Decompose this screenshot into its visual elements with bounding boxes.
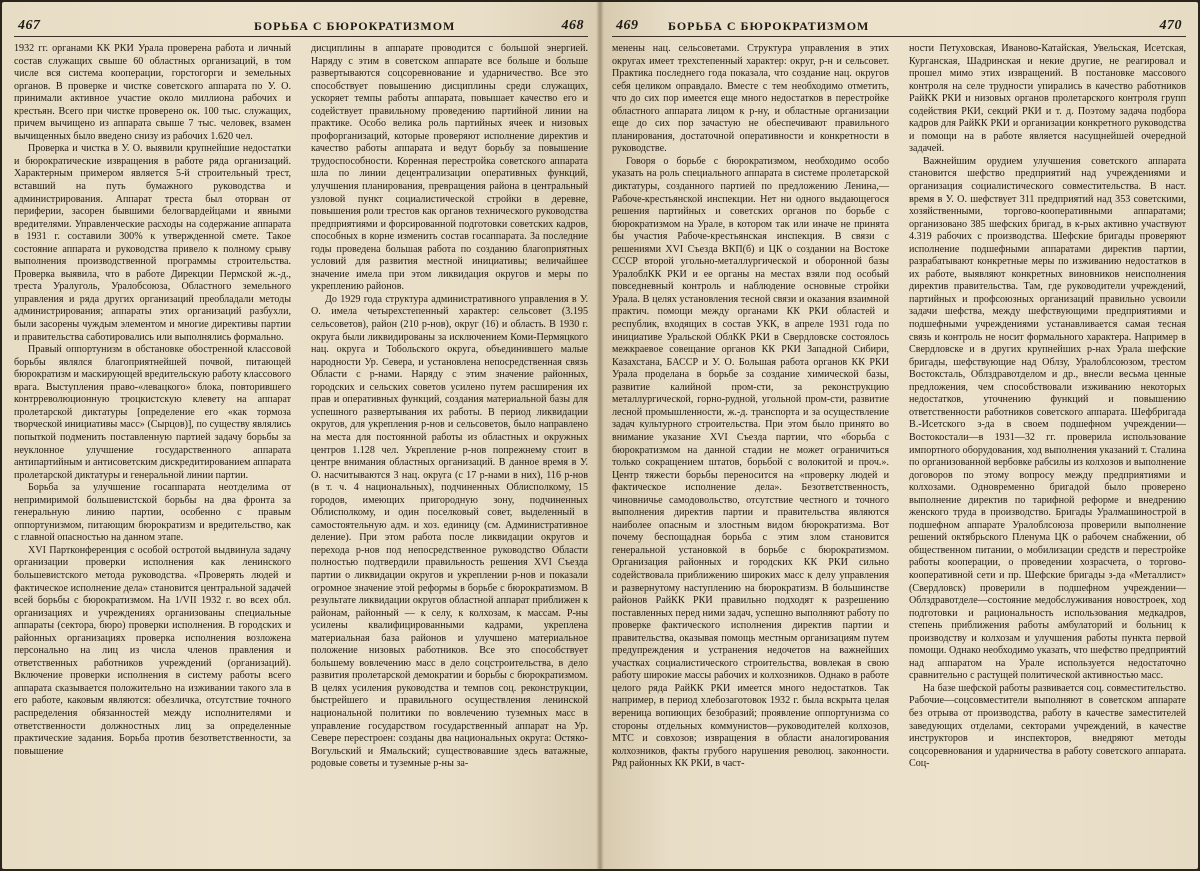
- page-number-469: 469: [616, 18, 639, 33]
- left-page-header: [14, 16, 588, 37]
- paragraph: ности Петуховская, Иваново-Катайская, Увельская, Исетская, Курганская, Шадринская и некие другие, не реагировал и прошел мимо этих извращений. В постановке массового контроля на селе трудности упирались в качество работников РайКК РКИ и низовых органов пролетарского контроля групп содействия РКИ, секций РКИ и т. д. Поэтому задача подбора кадров для РайКК РКИ и организации конкретного руководства и помощи на в работе является насущнейшей очередной задачей.: [909, 43, 1186, 155]
- page-number-470: 470: [1159, 18, 1182, 33]
- left-page: [2, 2, 600, 869]
- column-467: [14, 43, 291, 863]
- right-page-header: [612, 16, 1186, 37]
- paragraph: 1932 гг. органами КК РКИ Урала проверена работа и личный состав служащих свыше 60 областных организаций, в том числе вся система кооперации, горстогорги и земельных органов. В проверке и чистке советского аппарата по У. О. принимали активное участие около миллиона рабочих и крестьян. Всего при чистке проверено ок. 100 тыс. служащих, причем вычищено из аппарата свыше 7 тыс. человек, взамен вычищенных было введено снизу из рабочих 1.620 чел.: [14, 43, 291, 142]
- column-470: [909, 43, 1186, 863]
- page-number-468: 468: [561, 18, 584, 33]
- paragraph: До 1929 года структура административного управления в У. О. имела четырехстепенный характер: сельсовет (3.195 сельсоветов), район (210 р-нов), округ (16) и область. В 1930 г. округа были ликвидированы за исключением Коми-Пермяцкого нац. округа и Тобольского округа, объединившего малые народности Ур. Севера, и установлена непосредственная связь Области с р-нами. Наряду с этим значение районных, городских и сельских советов усилено путем расширения их прав и оперативных функций, создания материальной базы для успешного развертывания их работы. В период ликвидации округов, для укрепления р-нов и сельсоветов, было направлено на места для постоянной работы из областных и окружных центров 1.128 чел. Укрепление р-нов попрежнему стоит в центре внимания областных организаций. В данное время в У. О. насчитываются 3 нац. округа (с 17 р-нами в них), 116 р-нов (в т. ч. 4 национальных), подчиненных Облисполкому, 15 городов, имеющих пригородную зону, подчиненных Облисполкому, и один поселковый совет, выделенный в самостоятельную адм. и хоз. единицу (см. Административное деление). При этом работа после ликвидации округов и перехода р-нов под непосредственное руководство Области полностью подтвердили правильность решения XVI Съезда партии о ликвидации округов и укреплении р-нов и показали огромное значение этой реформы в борьбе с бюрократизмом. В результате ликвидации округов областной аппарат приближен к районам, районный — к селу, к колхозам, к массам. Р-ны усилены квалифицированными кадрами, укреплена материальная база районов и улучшено материальное положение низовых работников. Все это способствует большему вовлечению масс в дело соцстроительства, в дело развития пролетарской демократии и борьбы с бюрократизмом. В целях усиления руководства и темпов соц. реконструкции, быстрейшего и правильного осуществления ленинской национальной политики по вовлечению туземных масс в управление государством государственный аппарат на Ур. Севере перестроен: созданы два национальных округа: Остяко-Вогульский и Ямальский; существовавшие здесь ватажные, родовые советы и туземные р-ны за-: [311, 293, 588, 770]
- paragraph: Правый оппортунизм в обстановке обостренной классовой борьбы являлся благоприятнейшей почвой, питающей бюрократизм и маскирующей вредительскую работу классового врага. Выступления право-«левацкого» блока, повторившего контрреволюционную троцкистскую клевету на аппарат пролетарской диктатуры [определение его «как тормоза творческой инициативы масс» (Сырцов)], по существу являлись попыткой подменить поставленную партией задачу борьбы за неуклонное улучшение государственного аппарата антипартийным и антисоветским дискредитированием аппарата пролетарской диктатуры и генеральной линии партии.: [14, 344, 291, 481]
- running-title: БОРЬБА С БЮРОКРАТИЗМОМ: [668, 19, 870, 33]
- paragraph: XVI Партконференция с особой остротой выдвинула задачу организации проверки исполнения как ленинского большевистского метода руководства. «Проверять людей и фактическое исполнение дела» становится центральной задачей всей борьбы с бюрократизмом. На 1/VII 1932 г. во всех обл. организациях и учреждениях организованы специальные аппараты (сектора, бюро) проверки исполнения. В городских и районных организациях проверка исполнения возложена персонально на лиц из числа членов правления и ответственных работников учреждений (организаций). Включение проверки исполнения в систему работы всего аппарата сказывается положительно на изживании такого зла в его работе, каковым являются: обезличка, отсутствие точного распределения обязанностей между исполнителями и ответственности должностных лиц за определенные практические задания. Борьба против безответственности, за повышение: [14, 544, 291, 757]
- column-468: [311, 43, 588, 863]
- paragraph: Говоря о борьбе с бюрократизмом, необходимо особо указать на роль специального аппарата в системе пролетарской диктатуры, созданного партией по предложению Ленина,— Рабоче-крестьянской инспекции. Нет ни одного выдающегося решения партийных и советских органов по борьбе с бюрократизмом на Урале, в котором так или иначе не принята бы участия Рабоче-крестьянская инспекция. В связи с решениями XVI Съезда ВКП(б) и ЦК о создании на Востоке СССР второй угольно-металлургической и оборонной базы УралоблКК РКИ и ее органы на местах взяли под особый повседневный контроль и наблюдение основные стройки Урала. В целях установления тесной связи и оказания взаимной практич. помощи между органами КК РКИ областей и республик, входящих в состав УКК, в апреле 1931 года по инициативе Уральской ОблКК РКИ в Свердловске состоялось межкраевое совещание органов КК РКИ Западной Сибири, Казахстана, БАССР и У. О. Большая работа органов КК РКИ Урала проделана в борьбе за создание химической базы, развитие калийной пром-сти, за реконструкцию металлургической, горно-рудной, угольной пром-сти, развитие лесной промышленности, ж.-д. транспорта и за осуществление задач культурного строительства. При этом было принято во внимание указание XVI Съезда партии, что «борьба с бюрократизмом на данной стадии не может ограничиться только сокращением штатов, борьбой с волокитой и проч.». Центр тяжести борьбы переносится на «проверку людей и фактическое исполнение дела». Безответственность, чиновничье самодовольство, отсутствие честного и точного выполнения директив партии и правительства являются наиболее опасным и злостным видом бюрократизма. Вот почему беспощадная борьба с этим злом становится генеральной установкой в борьбе с бюрократизмом. Организация районных и городских КК РКИ сильно содействовала приближению широких масс к делу управления и развернутому наступлению на бюрократизм. В большинстве районов РайКК РКИ правильно подходят к разрешению поставленных перед ними задач, успешно выполняют работу по проверке фактического исполнения директив партии и правительства, оказывая помощь местным организациям путем предупреждения и устранения недочетов на важнейших участках социалистического строительства, вовлекая в свою работу широкие массы рабочих и колхозников. Однако в работе целого ряда РайКК РКИ имеется много недостатков. Так например, в период хлебозаготовок 1932 г. была вскрыта целая вереница вопиющих безобразий; проявление оппортунизма со стороны отдельных коммунистов—руководителей колхозов, МТС и совхозов; извращения в области аналогирования колхозников, факты грубого нарушения революц. законности. Ряд районных КК РКИ, в част-: [612, 155, 889, 770]
- page-number-467: 467: [18, 18, 41, 33]
- paragraph: Борьба за улучшение госаппарата неотделима от непримиримой большевистской борьбы на два фронта за генеральную линию партии, особенно с правым оппортунизмом, питающим бюрократизм и вредительство, как с главной опасностью на данном этапе.: [14, 482, 291, 544]
- paragraph: дисциплины в аппарате проводится с большой энергией. Наряду с этим в советском аппарате все больше и больше развертываются соцсоревнование и ударничество. Все это способствует повышению дисциплины среди служащих, ускоряет темпы работы аппарата, повышает качество его и содействует правильному проведению партийной линии на практике. Особо велика роль партийных ячеек и низовых профорганизаций, которые проверяют исполнение директив и качество работы аппарата и ведут борьбу за повышение трудоспособности. Коренная перестройка советского аппарата шла по линии децентрализации оперативных функций, улучшения планирования, превращения района в центральный узловой пункт социалистической стройки в деревне, повышения роли трестов как органов технического руководства предприятиями и форсированной подготовки советских кадров, способных в корне изменить состав госаппарата. За последние годы проведена большая работа по созданию благоприятных условий для развития местной инициативы; величайшее значение имела при этом ликвидация округов и меры по укреплению районов.: [311, 43, 588, 293]
- book-spread: [2, 2, 1198, 869]
- paragraph: Важнейшим орудием улучшения советского аппарата становится шефство предприятий над учреждениями и организация социалистического совместительства. В наст. время в У. О. шефствует 311 предприятий над 353 советскими, хозяйственными, торгово-кооперативными аппаратами; организовано 385 шефских бригад, в к-рых активно участвуют 4.319 рабочих с производства. Шефские бригады проверяют исполнение подшефными аппаратами директив партии, разрабатывают конкретные меры по изживанию недостатков в их работе, выявляют конкретных виновников неисполнения директив правительства. Там, где руководители учреждений, партийных и профсоюзных организаций правильно усвоили задачи шефства, между шефствующими предприятиями и подшефными учреждениями устанавливается самая тесная связь и контроль не носит формального характера. Например в Свердловске и в других крупнейших р-нах Урала шефские бригады, шефствующие над Облзу, Уралоблсоюзом, трестом Востоксталь, Облздравотделом и др., внесли весьма ценные предложения, чем способствовали изживанию некоторых недостатков, уточнению функций и повышению ответственности работников советского аппарата. Шефбригада В.-Исетского з-да в своем подшефном учреждении—Востокостали—в 1931—32 гг. проверила использование импортного оборудования, ход выполнения указаний т. Сталина по организованной вербовке рабсилы из колхозов и выполнение договоров по этому вопросу между предприятиями и колхозами. Одновременно бригадой было проверено выполнение директив по тарифной реформе и внедрению женского труда в производство. Бригады Уралмашинострой в подшефном аппарате Уралоблсоюза проверили выполнение решений октябрьского Пленума ЦК о рабочем снабжении, об общественном питании, о мобилизации средств и перестройке работы кооперации, о проведении хозрасчета, о торгово-кооперативной сети и пр. Шефские бригады з-да «Металлист» (Свердловск) проверили в подшефном учреждении—Облздравотделе—состояние медобслуживания новостроек, ход подготовки и рациональность использования медкадров, степень приближения работы амбулаторий и больниц к производству и колхозам и улучшения работы пункта первой помощи. Однако необходимо указать, что шефство предприятий над аппаратом на Урале используется недостаточно сравнительно с растущей политической активностью масс.: [909, 155, 1186, 682]
- running-title: БОРЬБА С БЮРОКРАТИЗМОМ: [254, 19, 456, 33]
- paragraph: Проверка и чистка в У. О. выявили крупнейшие недостатки и бюрократические извращения в работе ряда организаций. Характерным примером является 5-й строительный трест, вставший на путь бумажного руководства и администрирования. Аппарат треста был оторван от периферии, засорен бывшими белогвардейцами и явными вредителями. Управленческие расходы на содержание аппарата в 1931 г. составили 300% к утвержденной смете. Такое состояние аппарата и руководства привело к полному срыву выполнения производственной программы строительства. Проверка выявила, что в работе Дирекции Пермской ж.-д., треста Уралуголь, Уралобсоюза, Областного земельного управления и ряда других организаций преобладали методы администрирования; аппараты этих организаций разбухли, были засорены чуждым элементом и многие директивы партии и правительства саботировались или выполнялись формально.: [14, 143, 291, 343]
- right-page: [600, 2, 1198, 869]
- paragraph: менены нац. сельсоветами. Структура управления в этих округах имеет трехстепенный характер: округ, р-н и сельсовет. Практика последнего года показала, что создание нац. округов себя целиком оправдало. Вместе с тем необходимо отметить, что до сих пор имеется еще много недостатков в перестройке областного аппарата лицом к р-ну, и областные организации еще до сих пор зачастую не обеспечивают правильного планирования, достаточной оперативности и конкретности в руководстве.: [612, 43, 889, 155]
- paragraph: На базе шефской работы развивается соц. совместительство. Рабочие—соцсовместители выполняют в советском аппарате без отрыва от производства, работу в качестве заместителей заведующих отделами, секторами учреждений, в качестве инструкторов и инспекторов, внедряют методы соцсоревнования и ударничества в работу советского аппарата. Соц-: [909, 682, 1186, 770]
- column-469: [612, 43, 889, 863]
